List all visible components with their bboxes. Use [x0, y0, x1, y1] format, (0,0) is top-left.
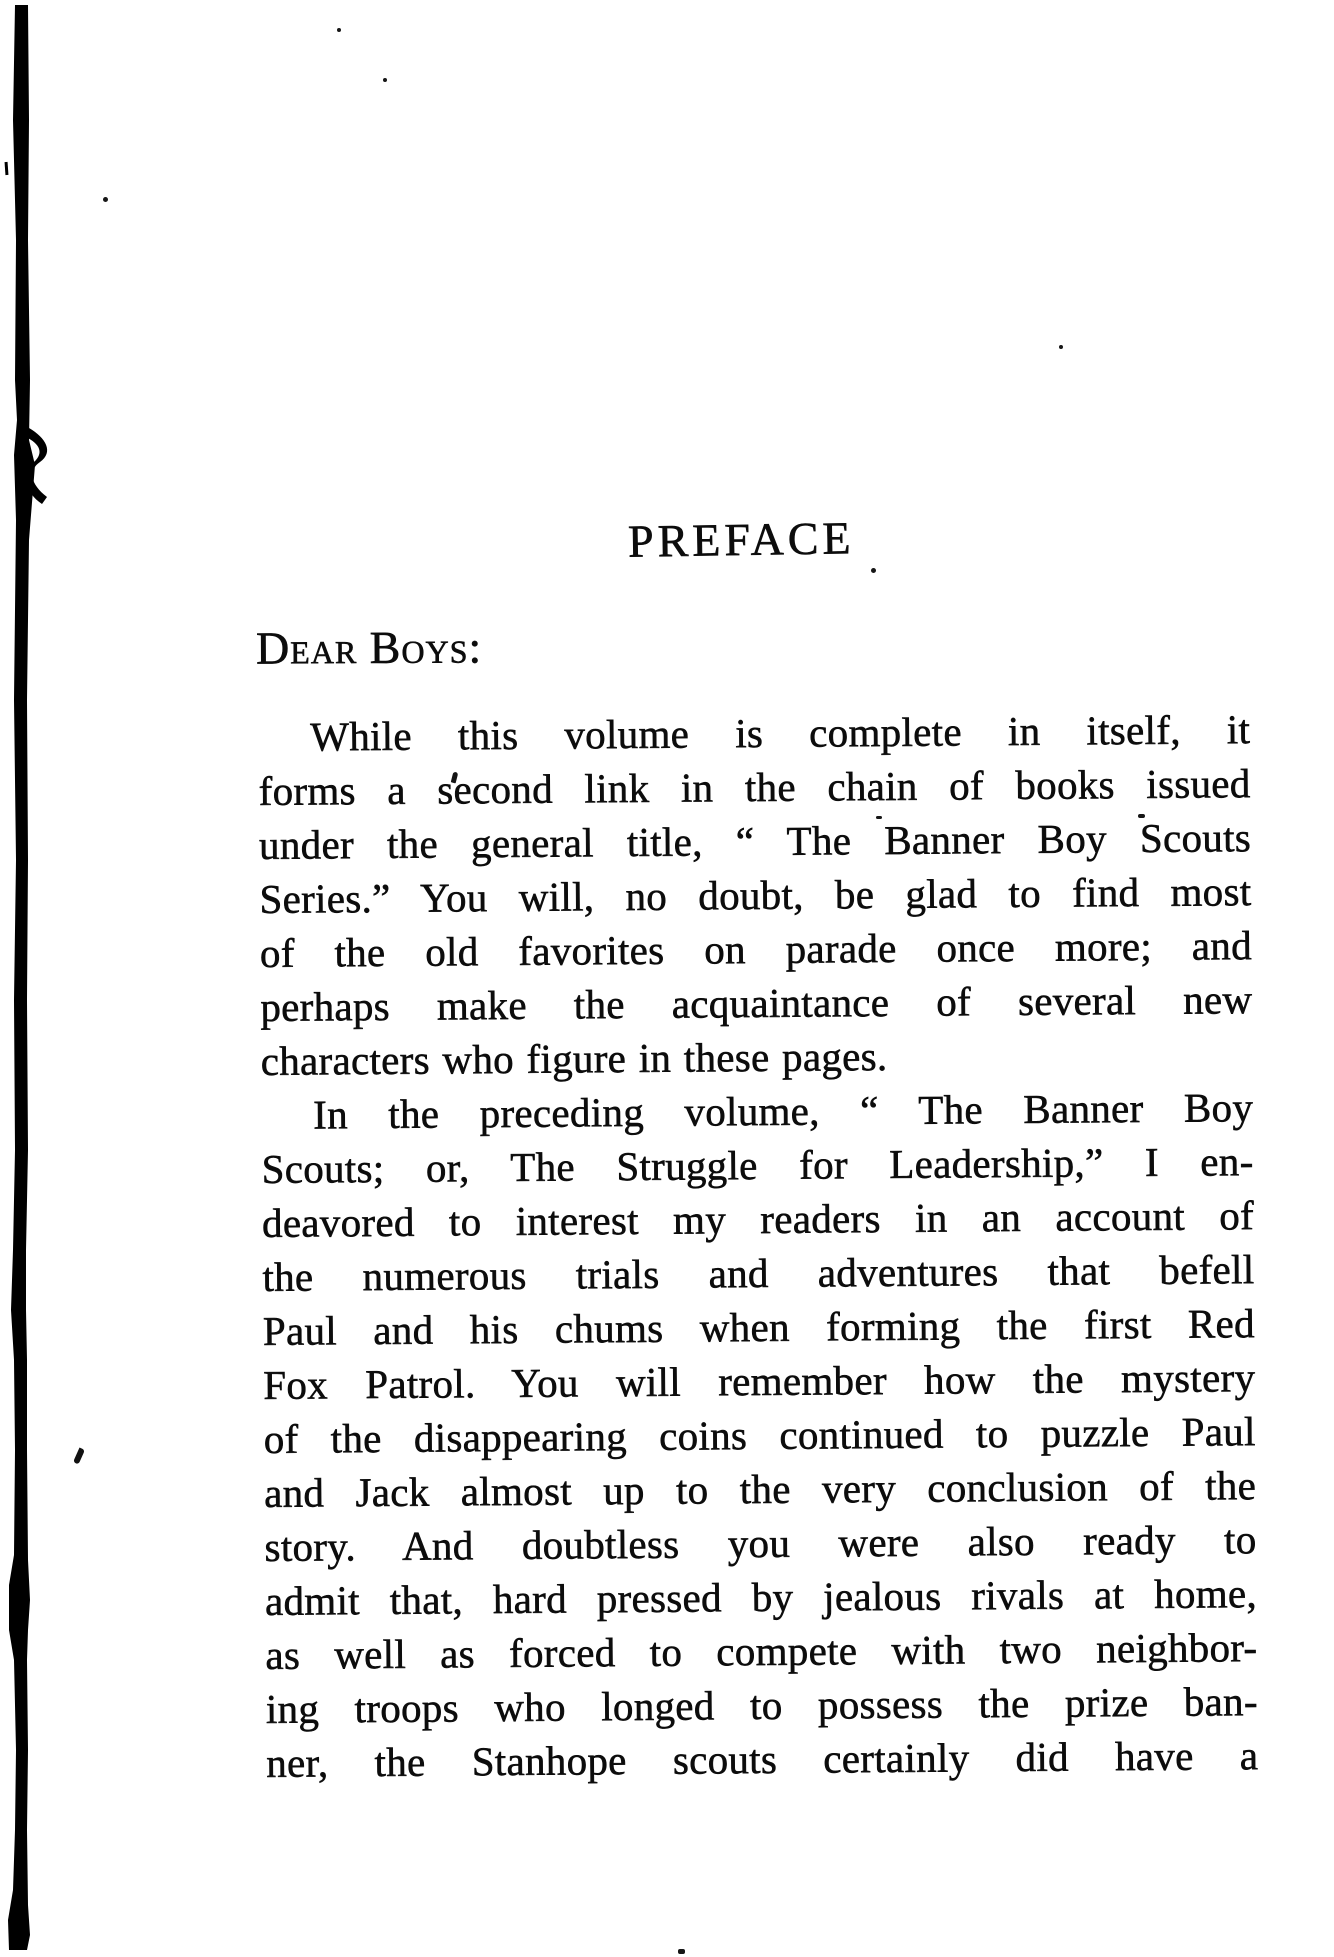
scan-speck	[1059, 345, 1063, 349]
text-line: Series.” You will, no doubt, be glad to find most	[259, 868, 1252, 922]
text-line: Scouts; or, The Struggle for Leadership,” I en-	[261, 1138, 1254, 1192]
text-line: of the disappearing coins continued to puzzle Paul	[263, 1408, 1256, 1462]
text-line: While this volume is complete in itself, it	[310, 706, 1251, 760]
text-line: Paul and his chums when forming the first Red	[262, 1300, 1256, 1354]
text-line: deavored to interest my readers in an account of	[261, 1192, 1255, 1246]
text-block	[258, 702, 1258, 1790]
text-line: forms a second link in the chain of books issued	[258, 760, 1251, 814]
text-line: characters who figure in these pages.	[260, 1033, 888, 1084]
scan-speck	[103, 197, 108, 202]
text-line: story. And doubtless you were also ready to	[264, 1516, 1257, 1570]
scan-speck	[678, 1949, 685, 1954]
scan-speck	[337, 28, 341, 32]
text-line: of the old favorites on parade once more; and	[259, 922, 1253, 976]
binding-shadow-bar	[0, 0, 80, 1957]
page-title: PREFACE	[627, 512, 855, 567]
text-line: ner, the Stanhope scouts certainly did have a	[266, 1732, 1259, 1786]
scan-speck	[871, 568, 876, 573]
text-line: under the general title, “ The Banner Boy Scouts	[258, 814, 1252, 868]
salutation: Dear Boys:	[255, 621, 483, 674]
text-line: ing troops who longed to possess the prize ban-	[265, 1678, 1258, 1732]
text-line: Fox Patrol. You will remember how the mystery	[263, 1354, 1256, 1408]
text-line: and Jack almost up to the very conclusion of the	[263, 1462, 1257, 1516]
scan-speck	[383, 78, 387, 82]
text-line: the numerous trials and adventures that befell	[262, 1246, 1255, 1300]
text-line: admit that, hard pressed by jealous rivals at home,	[264, 1570, 1258, 1624]
text-line: perhaps make the acquaintance of several new	[260, 976, 1253, 1030]
text-line: as well as forced to compete with two neighbor-	[265, 1624, 1258, 1678]
text-line: In the preceding volume, “ The Banner Boy	[312, 1084, 1254, 1138]
